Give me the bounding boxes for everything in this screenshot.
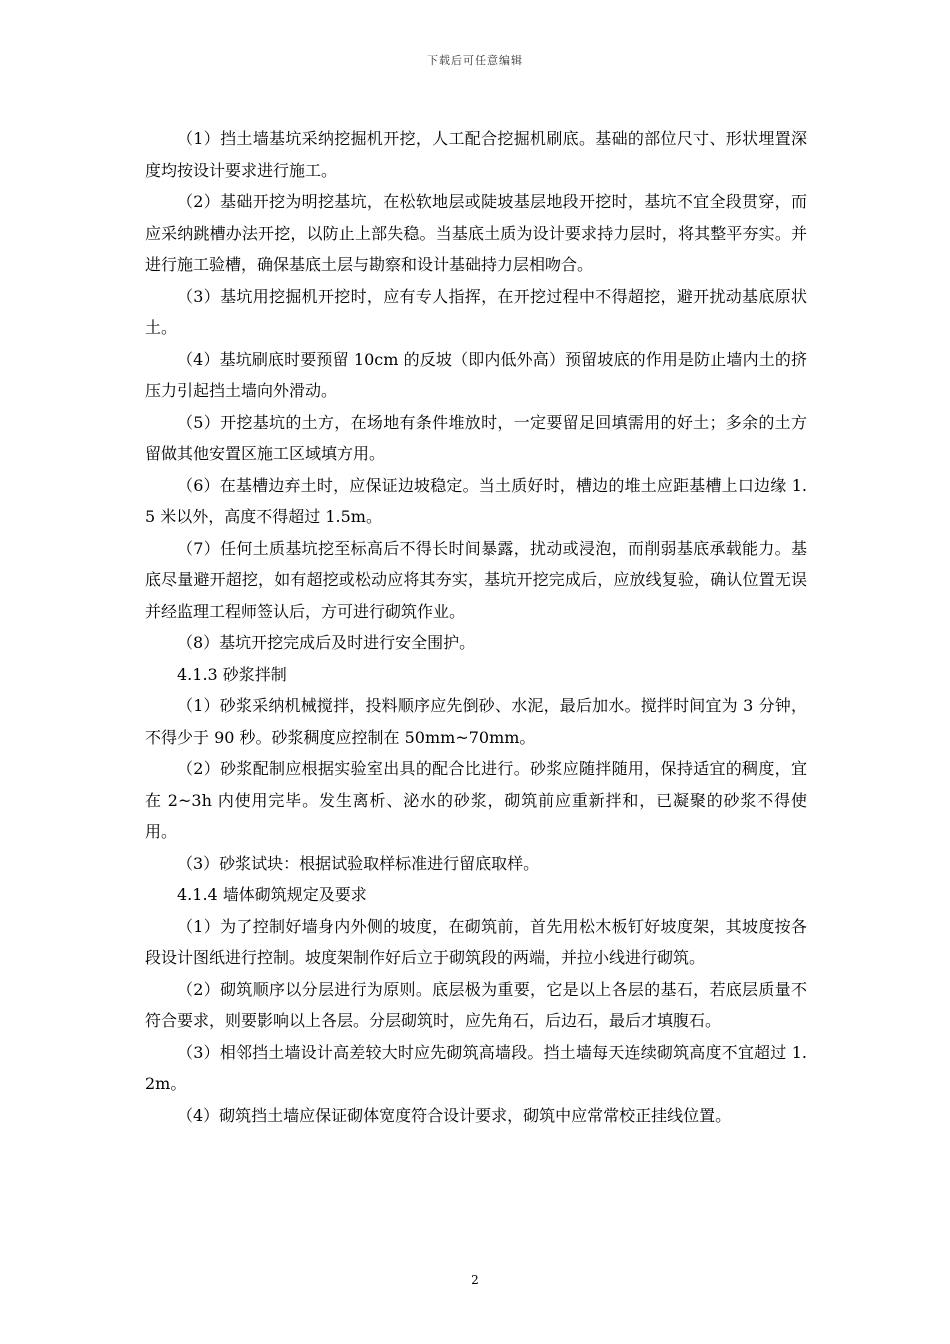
page-header: 下载后可任意编辑 xyxy=(427,54,523,67)
paragraph-2: （2）基础开挖为明挖基坑，在松软地层或陡坡基层地段开挖时，基坑不宜全段贯穿，而应采纳跳槽办法开挖，以防止上部失稳。当基底土质为设计要求持力层时，将其整平夯实。并进行施工验槽，确保基底土层与勘察和设计基础持力层相吻合。 xyxy=(145,192,807,274)
page-number: 2 xyxy=(471,1273,479,1287)
paragraph-7: （7）任何土质基坑挖至标高后不得长时间暴露，扰动或浸泡，而削弱基底承载能力。基底尽量避开超挖，如有超挖或松动应将其夯实，基坑开挖完成后，应放线复验，确认位置无误并经监理工程师签认后，方可进行砌筑作业。 xyxy=(145,538,807,621)
paragraph-11: （3）砂浆试块：根据试验取样标准进行留底取样。 xyxy=(177,853,540,873)
section-heading-4-1-3: 4.1.3 砂浆拌制 xyxy=(177,664,287,684)
paragraph-9: （1）砂浆采纳机械搅拌，投料顺序应先倒砂、水泥，最后加水。搅拌时间宜为 3 分钟，不得少于 90 秒。砂浆稠度应控制在 50mm~70mm。 xyxy=(145,696,807,747)
paragraph-14: （3）相邻挡土墙设计高差较大时应先砌筑高墙段。挡土墙每天连续砌筑高度不宜超过 1.2m。 xyxy=(145,1042,807,1093)
paragraph-5: （5）开挖基坑的土方，在场地有条件堆放时，一定要留足回填需用的好土；多余的土方留做其他安置区施工区域填方用。 xyxy=(145,412,807,463)
paragraph-1: （1）挡土墙基坑采纳挖掘机开挖，人工配合挖掘机刷底。基础的部位尺寸、形状埋置深度均按设计要求进行施工。 xyxy=(145,129,807,180)
paragraph-13: （2）砌筑顺序以分层进行为原则。底层极为重要，它是以上各层的基石，若底层质量不符合要求，则要影响以上各层。分层砌筑时，应先角石，后边石，最后才填腹石。 xyxy=(145,979,807,1030)
paragraph-10: （2）砂浆配制应根据实验室出具的配合比进行。砂浆应随拌随用，保持适宜的稠度，宜在 2~3h 内使用完毕。发生离析、泌水的砂浆，砌筑前应重新拌和，已凝聚的砂浆不得使用。 xyxy=(145,759,807,841)
section-heading-4-1-4: 4.1.4 墙体砌筑规定及要求 xyxy=(177,885,367,904)
paragraph-8: （8）基坑开挖完成后及时进行安全围护。 xyxy=(177,633,476,652)
paragraph-6: （6）在基槽边弃土时，应保证边坡稳定。当土质好时，槽边的堆土应距基槽上口边缘 1.5 米以外，高度不得超过 1.5m。 xyxy=(145,475,807,526)
document-body xyxy=(145,123,807,1131)
paragraph-4: （4）基坑刷底时要预留 10cm 的反坡（即内低外高）预留坡底的作用是防止墙内土的挤压力引起挡土墙向外滑动。 xyxy=(145,349,807,400)
paragraph-15: （4）砌筑挡土墙应保证砌体宽度符合设计要求，砌筑中应常常校正挂线位置。 xyxy=(177,1105,732,1125)
paragraph-12: （1）为了控制好墙身内外侧的坡度，在砌筑前，首先用松木板钉好坡度架，其坡度按各段设计图纸进行控制。坡度架制作好后立于砌筑段的两端，并拉小线进行砌筑。 xyxy=(145,916,807,967)
paragraph-3: （3）基坑用挖掘机开挖时，应有专人指挥，在开挖过程中不得超挖，避开扰动基底原状土。 xyxy=(145,286,807,337)
